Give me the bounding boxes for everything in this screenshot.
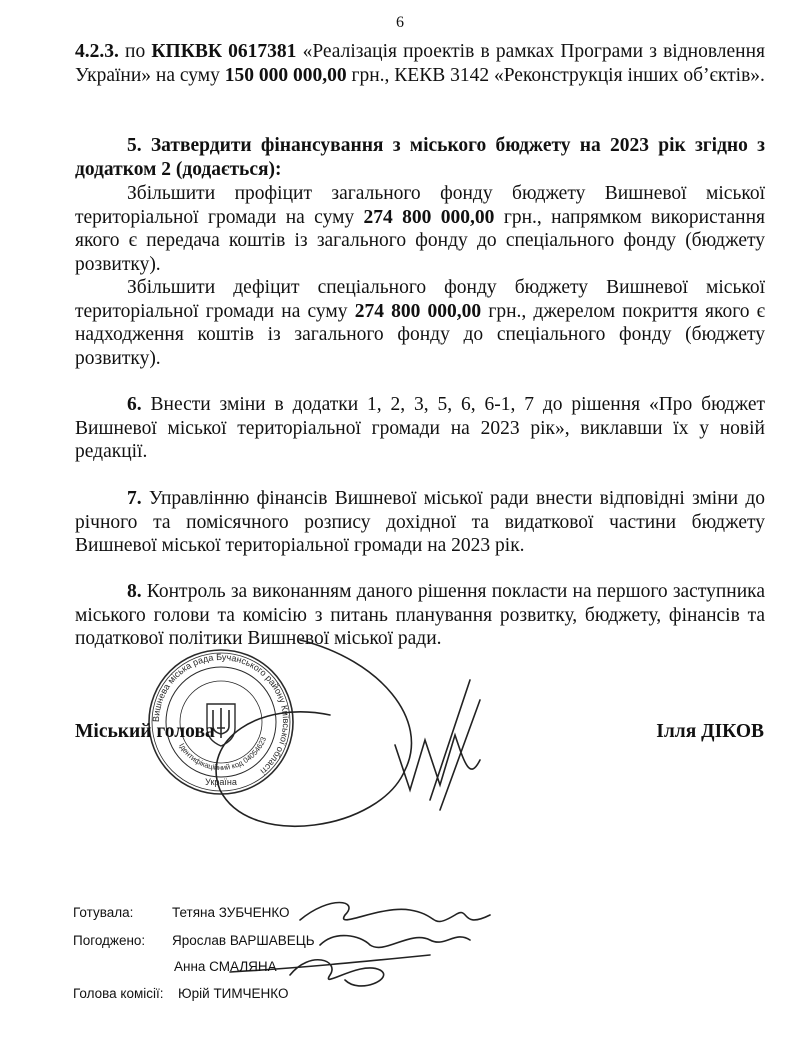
- clause-number: 6.: [127, 394, 142, 415]
- zubchenko-signature: [300, 903, 490, 922]
- amount: 274 800 000,00: [354, 300, 482, 322]
- clause-number: 4.2.3.: [75, 41, 119, 62]
- signatory-name: Ілля ДІКОВ: [656, 721, 764, 742]
- clause-number: 7.: [127, 488, 142, 509]
- section-7: 7. Управлінню фінансів Вишневої міської ради внести відповідні зміни до річного та помісячного розпису дохідної та видаткової частини бюджету Вишневої міської територіальної громади на 2023 рік.: [75, 488, 765, 556]
- stamp-country: Україна: [205, 777, 237, 787]
- budget-code: КПКВК 0617381: [151, 41, 297, 62]
- clause-number: 8.: [127, 581, 142, 602]
- section-5-paragraph-2: Збільшити дефіцит спеціального фонду бюджету Вишневої міської територіальної громади на суму 274 800 000,00 грн., джерелом покриття якого є надходження коштів із загального фонду до спеціального фонду (бюджету розвитку).: [75, 277, 766, 369]
- section-5-heading: 5. Затвердити фінансування з міського бюджету на 2023 рік згідно з додатком 2 (додається):: [75, 135, 765, 180]
- signatory-title: Міський голова: [75, 721, 215, 742]
- commission-label: Голова комісії:: [73, 986, 164, 1001]
- section-6: 6. Внести зміни в додатки 1, 2, 3, 5, 6, 6-1, 7 до рішення «Про бюджет Вишневої міської територіальної громади на 2023 рік», виклавши їх у новій редакції.: [75, 394, 765, 462]
- amount: 274 800 000,00: [363, 206, 495, 228]
- stamp-outer-text: Вишнева міська рада Бучанського району Київської області: [150, 651, 292, 777]
- agreed-label: Погоджено:: [73, 933, 146, 948]
- smalyana-signature: [290, 960, 384, 986]
- agreed-name-1: Ярослав ВАРШАВЕЦЬ: [172, 933, 315, 948]
- prepared-name: Тетяна ЗУБЧЕНКО: [172, 905, 290, 920]
- section-8: 8. Контроль за виконанням даного рішення покласти на першого заступника міського голови та комісію з питань планування розвитку, бюджету, фінансів та податкової політики Вишневої міської ради.: [75, 581, 765, 649]
- prepared-label: Готувала:: [73, 905, 134, 920]
- commission-name: Юрій ТИМЧЕНКО: [178, 986, 289, 1001]
- agreed-name-2: Анна СМАЛЯНА: [174, 959, 277, 974]
- amount: 150 000 000,00: [224, 64, 347, 86]
- page-number: 6: [396, 14, 404, 31]
- varshavets-signature: [320, 936, 470, 948]
- paragraph-4-2-3: 4.2.3. по КПКВК 0617381 «Реалізація проектів в рамках Програми з відновлення України» на суму 150 000 000,00 грн., КЕКВ 3142 «Реконструкція інших об’єктів».: [75, 41, 766, 86]
- stamp-inner-text: Ідентифікаційний код 04054623: [177, 735, 269, 773]
- section-5-paragraph-1: Збільшити профіцит загального фонду бюджету Вишневої міської територіальної громади на суму 274 800 000,00 грн., напрямком використання якого є передача коштів із загального фонду до спеціального фонду (бюджету розвитку).: [75, 183, 766, 275]
